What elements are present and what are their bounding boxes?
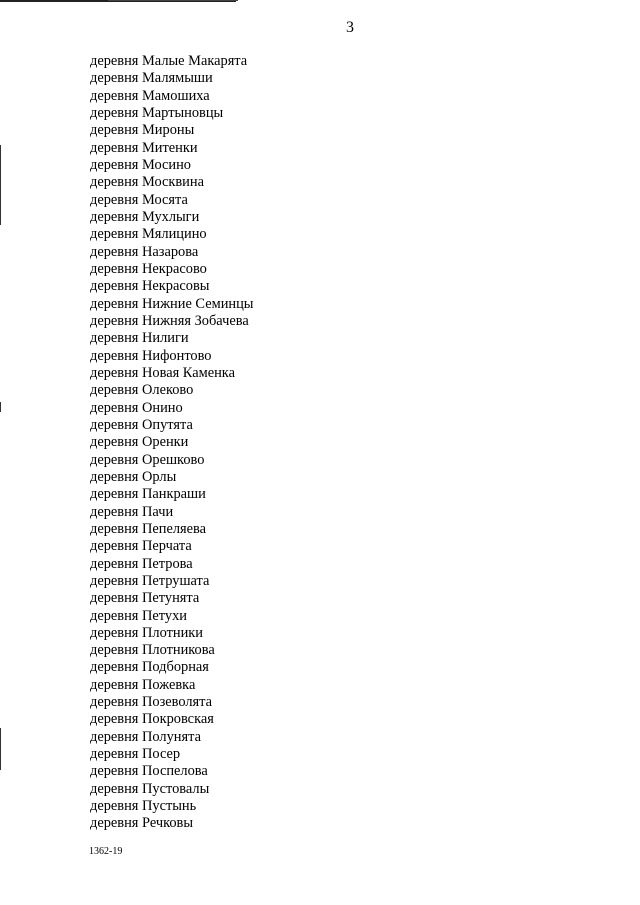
list-item: деревня Панкраши bbox=[90, 486, 206, 503]
list-item: деревня Оренки bbox=[90, 434, 189, 451]
list-item: деревня Посер bbox=[90, 746, 181, 763]
list-item: деревня Нижние Семинцы bbox=[90, 295, 254, 312]
scan-edge-mark bbox=[0, 145, 1, 225]
list-item: деревня Новая Каменка bbox=[90, 364, 235, 381]
list-item: деревня Полунята bbox=[90, 728, 201, 745]
list-item: деревня Пожевка bbox=[90, 676, 196, 693]
list-item: деревня Перчата bbox=[90, 538, 192, 555]
list-item: деревня Москвина bbox=[90, 174, 204, 191]
list-item: деревня Митенки bbox=[90, 139, 198, 156]
list-item: деревня Покровская bbox=[90, 711, 214, 728]
list-item: деревня Нифонтово bbox=[90, 347, 212, 364]
list-item: деревня Орлы bbox=[90, 468, 177, 485]
scan-edge-mark bbox=[0, 402, 1, 412]
list-item: деревня Пустовалы bbox=[90, 780, 210, 797]
list-item: деревня Подборная bbox=[90, 659, 209, 676]
list-item: деревня Позеволята bbox=[90, 694, 213, 711]
list-item: деревня Петрушата bbox=[90, 572, 210, 589]
list-item: деревня Пепеляева bbox=[90, 520, 207, 537]
list-item: деревня Плотникова bbox=[90, 642, 215, 659]
list-item: деревня Некрасовы bbox=[90, 278, 210, 295]
list-item: деревня Мироны bbox=[90, 122, 195, 139]
settlement-list bbox=[90, 53, 253, 833]
document-code: 1362-19 bbox=[89, 846, 123, 857]
list-item: деревня Поспелова bbox=[90, 763, 208, 780]
list-item: деревня Мамошиха bbox=[90, 87, 210, 104]
list-item: деревня Мосино bbox=[90, 156, 191, 173]
list-item: деревня Петрова bbox=[90, 555, 193, 572]
list-item: деревня Орешково bbox=[90, 451, 205, 468]
list-item: деревня Плотники bbox=[90, 624, 203, 641]
page-number: 3 bbox=[346, 19, 354, 36]
list-item: деревня Пачи bbox=[90, 503, 174, 520]
list-item: деревня Петухи bbox=[90, 607, 187, 624]
list-item: деревня Малямыши bbox=[90, 70, 213, 87]
list-item: деревня Некрасово bbox=[90, 260, 207, 277]
list-item: деревня Опутята bbox=[90, 416, 193, 433]
list-item: деревня Нилиги bbox=[90, 330, 189, 347]
list-item: деревня Нижняя Зобачева bbox=[90, 312, 249, 329]
list-item: деревня Олеково bbox=[90, 382, 194, 399]
list-item: деревня Мялицино bbox=[90, 226, 207, 243]
list-item: деревня Назарова bbox=[90, 243, 199, 260]
list-item: деревня Пустынь bbox=[90, 798, 197, 815]
list-item: деревня Речковы bbox=[90, 815, 194, 832]
list-item: деревня Онино bbox=[90, 399, 183, 416]
list-item: деревня Мухлыги bbox=[90, 208, 200, 225]
list-item: деревня Мартыновцы bbox=[90, 104, 224, 121]
list-item: деревня Петунята bbox=[90, 590, 200, 607]
list-item: деревня Малые Макарята bbox=[90, 53, 248, 69]
scan-edge-line bbox=[108, 0, 238, 1]
scan-edge-mark bbox=[0, 728, 1, 770]
list-item: деревня Мосята bbox=[90, 191, 188, 208]
